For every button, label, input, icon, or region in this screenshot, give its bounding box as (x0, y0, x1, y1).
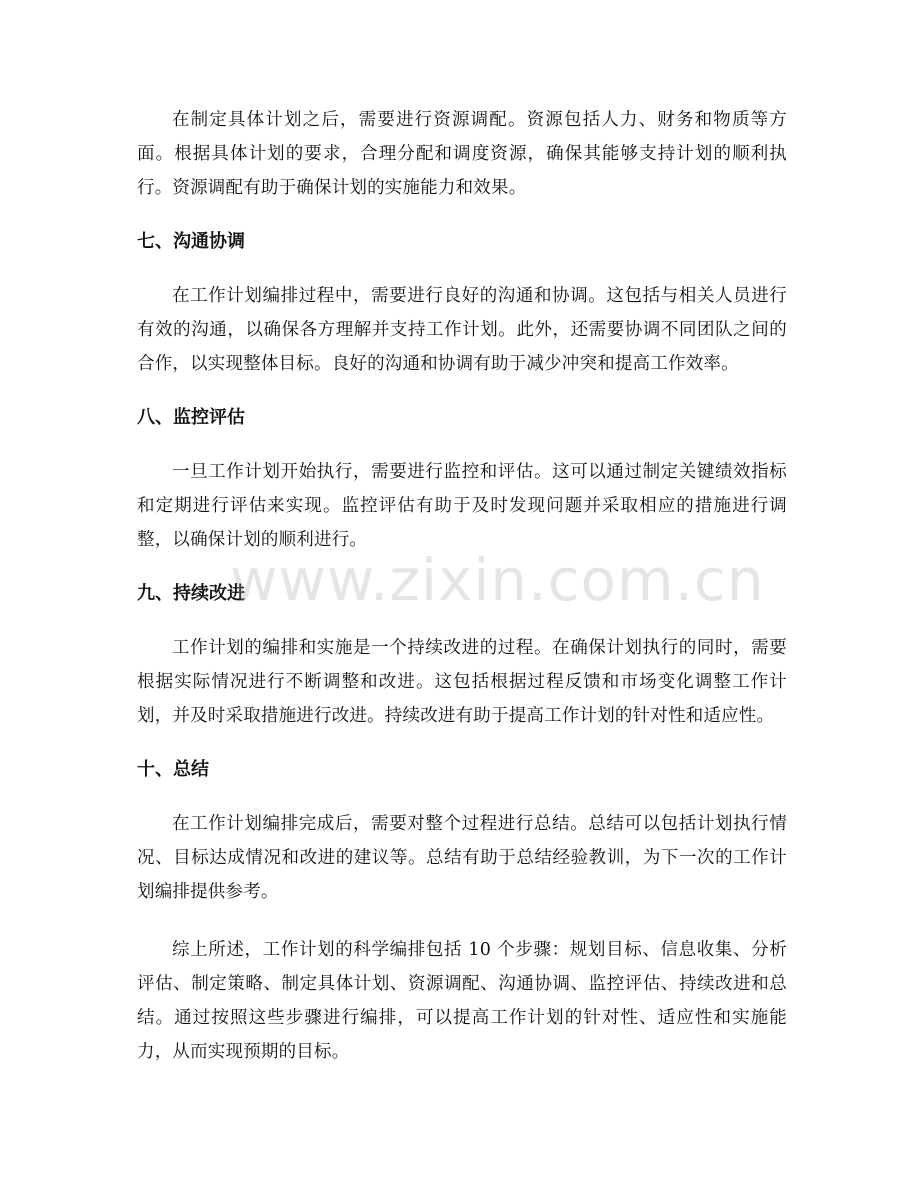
heading-communication: 七、沟通协调 (137, 231, 245, 252)
paragraph-summary: 在工作计划编排完成后，需要对整个过程进行总结。总结可以包括计划执行情况、目标达成情况和改进的建议等。总结有助于总结经验教训，为下一次的工作计划编排提供参考。 (137, 814, 787, 902)
heading-monitoring: 八、监控评估 (137, 407, 245, 428)
paragraph-conclusion: 综上所述，工作计划的科学编排包括 10 个步骤：规划目标、信息收集、分析评估、制定策略、制定具体计划、资源调配、沟通协调、监控评估、持续改进和总结。通过按照这些步骤进行编排，可以提高工作计划的针对性、适应性和实施能力，从而实现预期的目标。 (137, 940, 787, 1062)
document-body (137, 103, 787, 1093)
paragraph-communication: 在工作计划编排过程中，需要进行良好的沟通和协调。这包括与相关人员进行有效的沟通，以确保各方理解并支持工作计划。此外，还需要协调不同团队之间的合作，以实现整体目标。良好的沟通和协调有助于减少冲突和提高工作效率。 (137, 286, 787, 374)
heading-summary: 十、总结 (137, 759, 209, 780)
paragraph-monitoring: 一旦工作计划开始执行，需要进行监控和评估。这可以通过制定关键绩效指标和定期进行评估来实现。监控评估有助于及时发现问题并采取相应的措施进行调整，以确保计划的顺利进行。 (137, 462, 787, 550)
paragraph-continuous-improvement: 工作计划的编排和实施是一个持续改进的过程。在确保计划执行的同时，需要根据实际情况进行不断调整和改进。这包括根据过程反馈和市场变化调整工作计划，并及时采取措施进行改进。持续改进有助于提高工作计划的针对性和适应性。 (137, 638, 787, 726)
watermark: www.zixin.com.cn (230, 546, 765, 614)
paragraph-resource-allocation: 在制定具体计划之后，需要进行资源调配。资源包括人力、财务和物质等方面。根据具体计划的要求，合理分配和调度资源，确保其能够支持计划的顺利执行。资源调配有助于确保计划的实施能力和效果。 (137, 110, 787, 198)
heading-continuous-improvement: 九、持续改进 (137, 583, 245, 604)
